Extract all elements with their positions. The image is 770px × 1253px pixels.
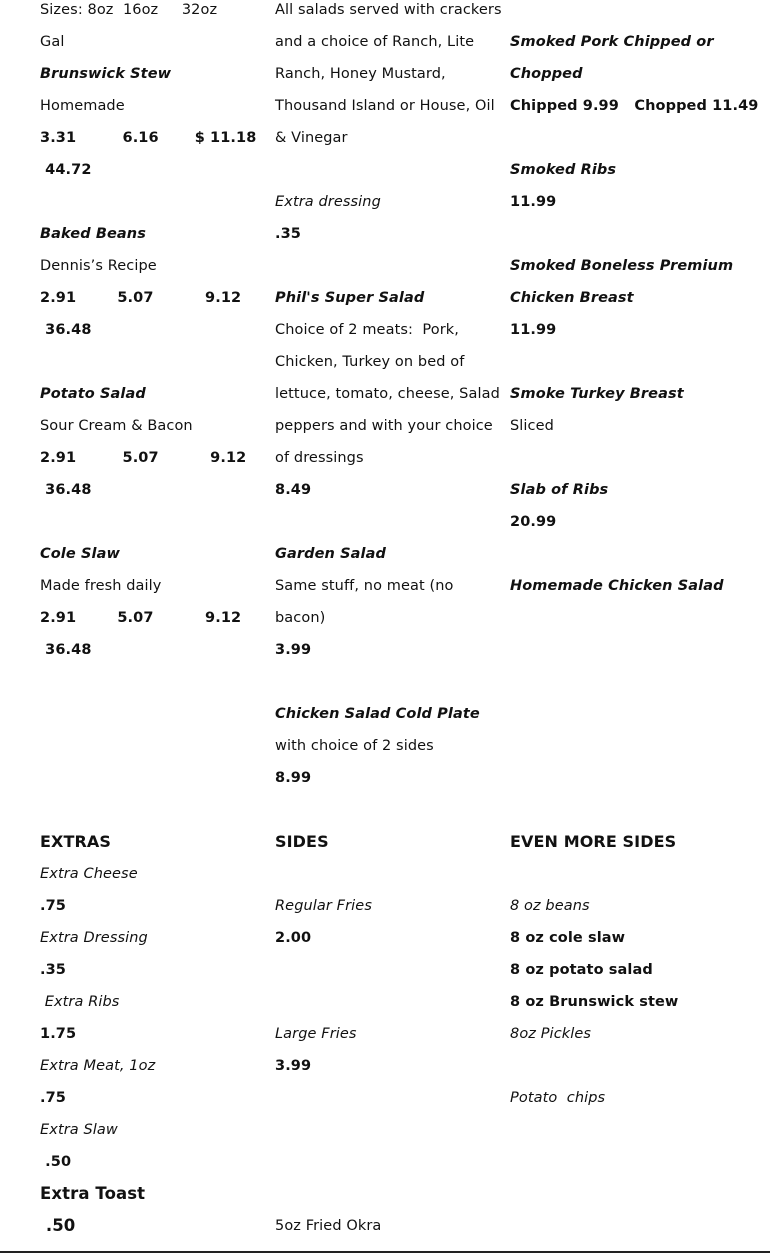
regular-fries-name: Regular Fries	[275, 898, 372, 914]
spacer	[510, 666, 742, 698]
side-item-potato-salad: 8 oz potato salad	[510, 962, 653, 978]
extra-toast-name: Extra Toast	[40, 1184, 146, 1203]
spacer	[510, 218, 742, 250]
spacer	[40, 506, 260, 538]
extra-cheese-name: Extra Cheese	[40, 866, 138, 882]
spacer	[40, 730, 260, 762]
chicken-salad-cold-plate-name: Chicken Salad Cold Plate	[275, 706, 480, 722]
smoked-chicken-name-line: Chicken Breast	[510, 290, 634, 306]
cole-slaw-prices: 2.91 5.07 9.12	[40, 610, 242, 626]
salads-intro-line: Thousand Island or House, Oil	[275, 98, 495, 114]
potato-salad-desc: Sour Cream & Bacon	[40, 418, 193, 434]
large-fries-price: 3.99	[275, 1058, 312, 1074]
salads-intro-line: & Vinegar	[275, 130, 348, 146]
phils-super-salad-desc-line: Chicken, Turkey on bed of	[275, 354, 465, 370]
spacer	[275, 986, 503, 1018]
spacer	[275, 1146, 503, 1178]
spacer	[40, 346, 260, 378]
side-item-pickles: 8oz Pickles	[510, 1026, 592, 1042]
spacer	[275, 858, 503, 890]
extra-meat-price: .75	[40, 1090, 66, 1106]
extra-dressing-salad-name: Extra dressing	[275, 194, 381, 210]
side-item-brunswick-stew: 8 oz Brunswick stew	[510, 994, 679, 1010]
baked-beans-name: Baked Beans	[40, 226, 146, 242]
phils-super-salad-price: 8.49	[275, 482, 312, 498]
extra-ribs-price: 1.75	[40, 1026, 77, 1042]
phils-super-salad-desc-line: lettuce, tomato, cheese, Salad	[275, 386, 500, 402]
cole-slaw-gal-price: 36.48	[40, 642, 92, 658]
slab-of-ribs-name: Slab of Ribs	[510, 482, 609, 498]
spacer	[40, 698, 260, 730]
spacer	[275, 666, 503, 698]
brunswick-stew-desc: Homemade	[40, 98, 125, 114]
spacer	[510, 762, 742, 794]
spacer	[275, 154, 503, 186]
extra-dressing-salad-price: .35	[275, 226, 301, 242]
phils-super-salad-desc-line: Choice of 2 meats: Pork,	[275, 322, 459, 338]
spacer	[275, 1082, 503, 1114]
spacer	[510, 602, 742, 634]
extra-meat-name: Extra Meat, 1oz	[40, 1058, 156, 1074]
sizes-label: Sizes: 8oz 16oz 32oz	[40, 2, 218, 18]
smoke-turkey-name: Smoke Turkey Breast	[510, 386, 684, 402]
slab-of-ribs-price: 20.99	[510, 514, 557, 530]
baked-beans-gal-price: 36.48	[40, 322, 92, 338]
salads-intro-line: Ranch, Honey Mustard,	[275, 66, 446, 82]
spacer	[40, 762, 260, 794]
smoked-chicken-name-line: Smoked Boneless Premium	[510, 258, 734, 274]
extra-dressing-price: .35	[40, 962, 66, 978]
spacer	[275, 506, 503, 538]
spacer	[510, 346, 742, 378]
spacer	[40, 186, 260, 218]
spacer	[275, 794, 503, 826]
fried-okra-name: 5oz Fried Okra	[275, 1218, 382, 1234]
chicken-salad-cold-plate-desc: with choice of 2 sides	[275, 738, 434, 754]
spacer	[510, 538, 742, 570]
extras-heading: EXTRAS	[40, 832, 112, 851]
smoked-ribs-name: Smoked Ribs	[510, 162, 617, 178]
spacer	[40, 794, 260, 826]
baked-beans-prices: 2.91 5.07 9.12	[40, 290, 242, 306]
sides-heading: SIDES	[275, 832, 329, 851]
column-left	[40, 0, 260, 1242]
side-item-cole-slaw: 8 oz cole slaw	[510, 930, 626, 946]
spacer	[275, 250, 503, 282]
brunswick-stew-name: Brunswick Stew	[40, 66, 172, 82]
cole-slaw-name: Cole Slaw	[40, 546, 120, 562]
smoked-chicken-price: 11.99	[510, 322, 557, 338]
phils-super-salad-desc-line: peppers and with your choice	[275, 418, 493, 434]
large-fries-name: Large Fries	[275, 1026, 357, 1042]
extra-ribs-name: Extra Ribs	[40, 994, 120, 1010]
spacer	[510, 1050, 742, 1082]
chicken-salad-cold-plate-price: 8.99	[275, 770, 312, 786]
smoke-turkey-desc: Sliced	[510, 418, 554, 434]
extra-cheese-price: .75	[40, 898, 66, 914]
smoked-pork-prices: Chipped 9.99 Chopped 11.49	[510, 98, 759, 114]
salads-intro-line: All salads served with crackers	[275, 2, 502, 18]
spacer	[510, 0, 742, 26]
spacer	[510, 634, 742, 666]
homemade-chicken-salad-name: Homemade Chicken Salad	[510, 578, 724, 594]
smoked-ribs-price: 11.99	[510, 194, 557, 210]
garden-salad-price: 3.99	[275, 642, 312, 658]
smoked-pork-name-line: Smoked Pork Chipped or	[510, 34, 714, 50]
potato-salad-gal-price: 36.48	[40, 482, 92, 498]
spacer	[510, 794, 742, 826]
baked-beans-desc: Dennis’s Recipe	[40, 258, 157, 274]
spacer	[275, 1178, 503, 1210]
column-right	[510, 0, 759, 1114]
garden-salad-desc-line: Same stuff, no meat (no	[275, 578, 454, 594]
spacer	[510, 698, 742, 730]
spacer	[510, 442, 742, 474]
potato-salad-name: Potato Salad	[40, 386, 146, 402]
smoked-pork-name-line: Chopped	[510, 66, 583, 82]
garden-salad-name: Garden Salad	[275, 546, 386, 562]
even-more-sides-heading: EVEN MORE SIDES	[510, 832, 677, 851]
spacer	[275, 954, 503, 986]
spacer	[40, 666, 260, 698]
column-middle	[275, 0, 503, 1242]
potato-salad-prices: 2.91 5.07 9.12	[40, 450, 247, 466]
side-item-beans: 8 oz beans	[510, 898, 590, 914]
spacer	[510, 730, 742, 762]
phils-super-salad-name: Phil's Super Salad	[275, 290, 425, 306]
salads-intro-line: and a choice of Ranch, Lite	[275, 34, 475, 50]
extra-slaw-name: Extra Slaw	[40, 1122, 118, 1138]
brunswick-stew-gal-price: 44.72	[40, 162, 92, 178]
spacer	[510, 122, 742, 154]
spacer	[275, 1114, 503, 1146]
extra-slaw-price: .50	[40, 1154, 72, 1170]
cole-slaw-desc: Made fresh daily	[40, 578, 162, 594]
regular-fries-price: 2.00	[275, 930, 312, 946]
spacer	[510, 858, 742, 890]
extra-dressing-name: Extra Dressing	[40, 930, 148, 946]
extra-toast-price: .50	[40, 1216, 76, 1235]
sizes-gal-label: Gal	[40, 34, 65, 50]
side-item-potato-chips: Potato chips	[510, 1090, 606, 1106]
phils-super-salad-desc-line: of dressings	[275, 450, 364, 466]
garden-salad-desc-line: bacon)	[275, 610, 326, 626]
brunswick-stew-prices: 3.31 6.16 $ 11.18	[40, 130, 257, 146]
